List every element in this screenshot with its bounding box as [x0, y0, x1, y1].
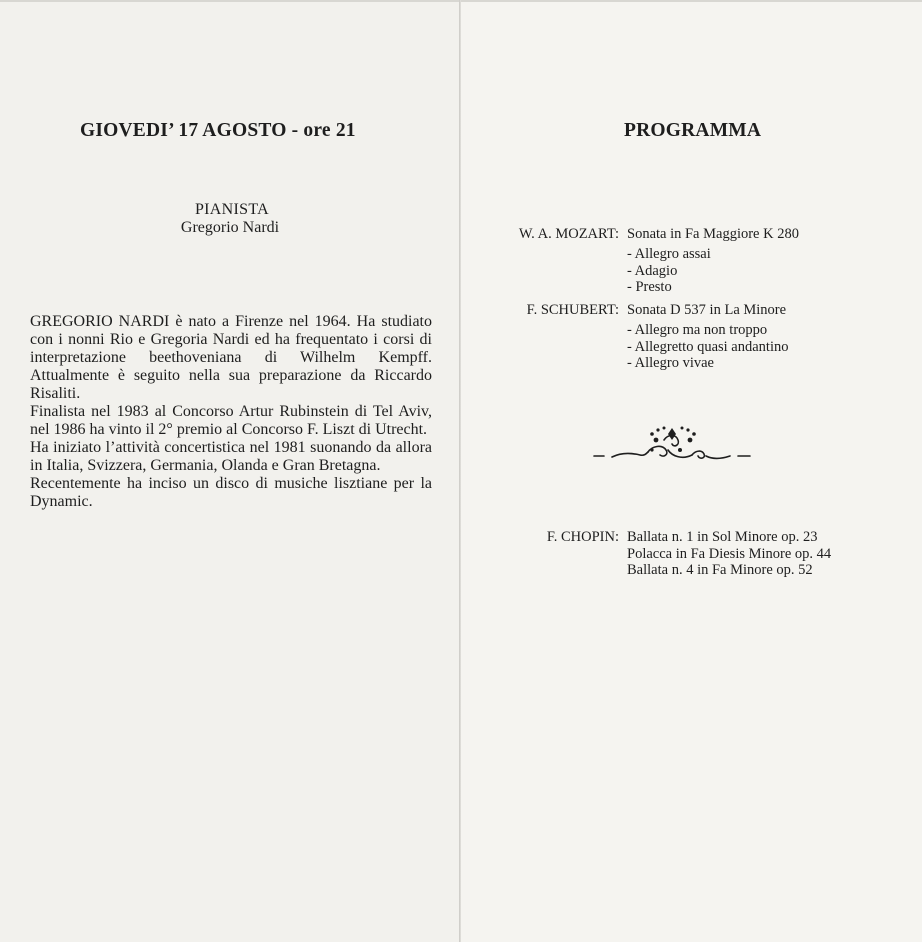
- movement-item: - Allegro ma non troppo: [627, 322, 768, 338]
- work-schubert-sonata: Sonata D 537 in La Minore: [627, 302, 787, 318]
- performer-biography: [30, 313, 432, 511]
- movement-item: - Allegretto quasi andantino: [627, 338, 789, 355]
- movement-item: - Presto: [627, 279, 672, 295]
- movement-item: - Allegro vivae: [627, 355, 714, 371]
- work-item: Ballata n. 4 in Fa Minore op. 52: [627, 562, 813, 578]
- bio-paragraph: Recentemente ha inciso un disco di musiche lisztiane per la Dynamic.: [30, 475, 432, 510]
- bio-paragraph: Finalista nel 1983 al Concorso Artur Rubinstein di Tel Aviv, nel 1986 ha vinto il 2° premio al Concorso F. Liszt di Utrecht.: [30, 403, 432, 438]
- schubert-movements: [627, 322, 788, 372]
- work-mozart-sonata: Sonata in Fa Maggiore K 280: [627, 226, 799, 242]
- concert-date-title: GIOVEDI’ 17 AGOSTO - ore 21: [80, 120, 356, 141]
- movement-item: - Adagio: [627, 262, 678, 279]
- top-edge: [0, 0, 922, 2]
- floral-ornament-icon: [592, 420, 762, 468]
- chopin-works: [627, 529, 831, 579]
- composer-mozart: W. A. MOZART:: [518, 226, 619, 242]
- mozart-movements: [627, 246, 711, 296]
- page-fold: [459, 0, 461, 942]
- performer-role: PIANISTA: [194, 201, 269, 218]
- composer-schubert: F. SCHUBERT:: [526, 302, 619, 318]
- work-item: Ballata n. 1 in Sol Minore op. 23: [627, 529, 818, 545]
- composer-chopin: F. CHOPIN:: [546, 529, 619, 545]
- bio-paragraph: Ha iniziato l’attività concertistica nel 1981 suonando da allora in Italia, Svizzera, Germania, Olanda e Gran Bretagna.: [30, 439, 432, 474]
- program-title: PROGRAMMA: [624, 120, 762, 141]
- performer-name: Gregorio Nardi: [180, 219, 280, 236]
- movement-item: - Allegro assai: [627, 246, 711, 262]
- bio-paragraph: GREGORIO NARDI è nato a Firenze nel 1964. Ha studiato con i nonni Rio e Gregoria Nardi ed ha frequentato i corsi di interpretazione beethoveniana di Wilhelm Kempff. Attualmente è seguito nella sua preparazione da Riccardo Risaliti.: [30, 313, 432, 402]
- work-item: Polacca in Fa Diesis Minore op. 44: [627, 545, 832, 562]
